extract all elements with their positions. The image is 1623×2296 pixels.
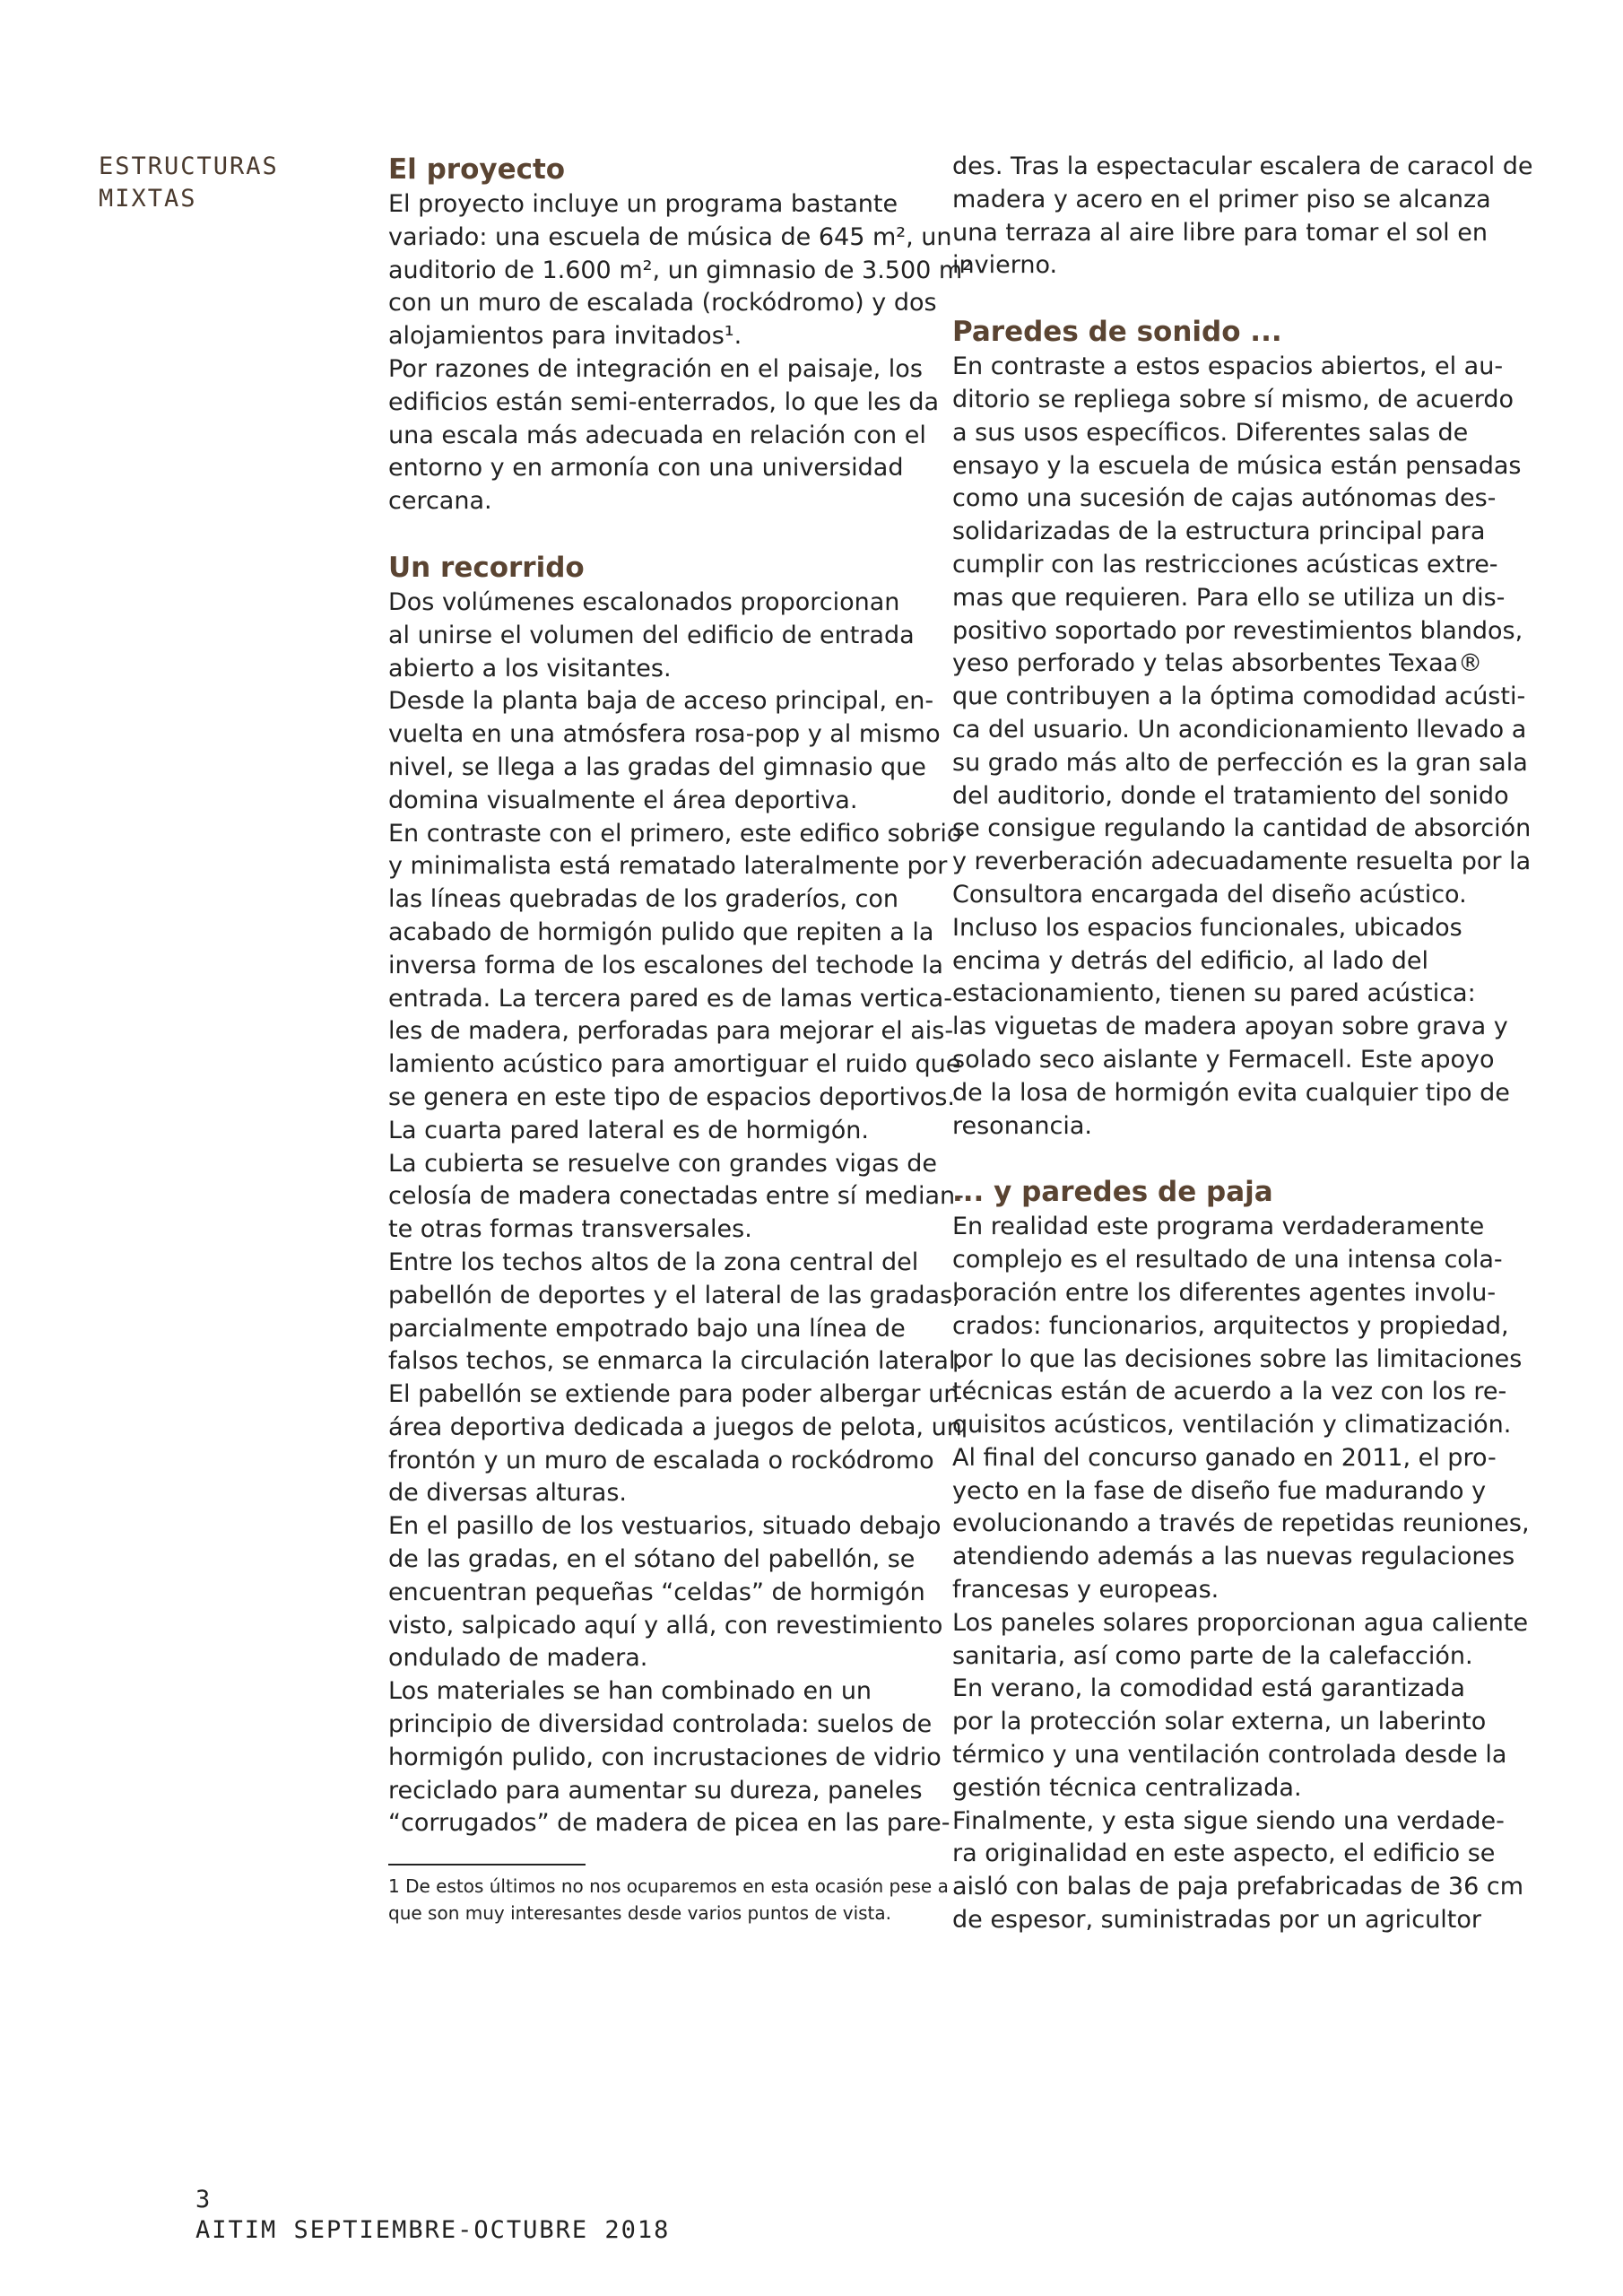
text-line: Incluso los espacios funcionales, ubicados — [952, 913, 1462, 942]
text-line: 1 De estos últimos no nos ocuparemos en esta ocasión pese a — [388, 1875, 949, 1897]
paragraph — [388, 1510, 943, 1675]
text-line: abierto a los visitantes. — [388, 654, 672, 683]
text-line: “corrugados” de madera de picea en las pare- — [388, 1809, 950, 1838]
text-line: En verano, la comodidad está garantizada — [952, 1674, 1465, 1703]
text-line: aisló con balas de paja prefabricadas de 36 cm — [952, 1873, 1523, 1901]
text-line: por la protección solar externa, un laberinto — [952, 1708, 1487, 1736]
section-tag — [99, 151, 279, 215]
text-line: hormigón pulido, con incrustaciones de vidrio — [388, 1743, 942, 1771]
text-line: que son muy interesantes desde varios puntos de vista. — [388, 1902, 892, 1924]
paragraph — [952, 1805, 1523, 1937]
text-line: una escala más adecuada en relación con el — [388, 421, 926, 449]
text-line: En el pasillo de los vestuarios, situado debajo — [388, 1512, 942, 1541]
text-line: técnicas están de acuerdo a la vez con los re- — [952, 1378, 1507, 1406]
text-line: encuentran pequeñas “celdas” de hormigón — [388, 1578, 925, 1606]
text-line: francesas y europeas. — [952, 1576, 1219, 1605]
text-line: Entre los techos altos de la zona central del — [388, 1248, 919, 1276]
text-line: Dos volúmenes escalonados proporcionan — [388, 587, 900, 616]
text-line: te otras formas transversales. — [388, 1215, 752, 1244]
text-line: solidarizadas de la estructura principal para — [952, 517, 1486, 546]
text-line: entrada. La tercera pared es de lamas vertica- — [388, 984, 952, 1013]
page-footer — [195, 2185, 670, 2246]
paragraph — [388, 685, 941, 817]
text-line: falsos techos, se enmarca la circulación lateral. — [388, 1347, 964, 1376]
text-line: del auditorio, donde el tratamiento del sonido — [952, 781, 1509, 810]
text-line: El proyecto incluye un programa bastante — [388, 190, 898, 218]
text-line: se consigue regulando la cantidad de absorción — [952, 814, 1532, 843]
text-line: edificios están semi-enterrados, lo que les da — [388, 387, 940, 416]
text-line: solado seco aislante y Fermacell. Este apoyo — [952, 1045, 1495, 1074]
text-line: térmico y una ventilación controlada desde la — [952, 1741, 1507, 1770]
paragraph — [388, 1378, 962, 1510]
section-tag-line1: ESTRUCTURAS — [99, 152, 279, 180]
text-line: La cubierta se resuelve con grandes vigas de — [388, 1149, 937, 1178]
paragraph — [388, 818, 962, 1148]
text-line: En contraste a estos espacios abiertos, el au- — [952, 352, 1504, 381]
text-line: atendiendo además a las nuevas regulaciones — [952, 1543, 1515, 1571]
heading-el-proyecto: El proyecto — [388, 153, 566, 186]
text-line: sanitaria, así como parte de la calefacción. — [952, 1641, 1473, 1670]
text-line: con un muro de escalada (rockódromo) y dos — [388, 289, 937, 317]
text-line: estacionamiento, tienen su pared acústica: — [952, 979, 1476, 1008]
text-line: de diversas alturas. — [388, 1479, 627, 1508]
column-left — [388, 151, 973, 1840]
text-line: El pabellón se extiende para poder albergar un — [388, 1380, 959, 1409]
text-line: yecto en la fase de diseño fue madurando y — [952, 1476, 1487, 1505]
text-line: a sus usos específicos. Diferentes salas de — [952, 418, 1469, 447]
text-line: alojamientos para invitados¹. — [388, 322, 742, 351]
paragraph — [952, 151, 1533, 283]
text-line: al unirse el volumen del edificio de entrada — [388, 621, 915, 649]
text-line: En contraste con el primero, este edifico sobrio — [388, 819, 962, 848]
text-line: Al final del concurso ganado en 2011, el pro- — [952, 1443, 1497, 1472]
text-line: y minimalista está rematado lateralmente por — [388, 852, 948, 881]
text-line: domina visualmente el área deportiva. — [388, 786, 858, 814]
footnote-divider — [388, 1864, 586, 1866]
text-line: boración entre los diferentes agentes involu- — [952, 1278, 1497, 1307]
paragraph — [952, 912, 1510, 1144]
paragraph — [388, 1148, 964, 1247]
text-line: se genera en este tipo de espacios deportivos. — [388, 1083, 956, 1111]
text-line: frontón y un muro de escalada o rockódromo — [388, 1446, 934, 1474]
text-line: des. Tras la espectacular escalera de caracol de — [952, 152, 1533, 180]
paragraph — [388, 1675, 950, 1840]
text-line: pabellón de deportes y el lateral de las gradas, — [388, 1281, 960, 1309]
text-line: por lo que las decisiones sobre las limitaciones — [952, 1344, 1523, 1373]
text-line: quisitos acústicos, ventilación y climatización. — [952, 1411, 1512, 1439]
text-line: reciclado para aumentar su dureza, paneles — [388, 1776, 923, 1805]
text-line: madera y acero en el primer piso se alcanza — [952, 185, 1491, 213]
text-line: Finalmente, y esta sigue siendo una verdade- — [952, 1806, 1505, 1835]
text-line: vuelta en una atmósfera rosa-pop y al mismo — [388, 720, 941, 749]
text-line: acabado de hormigón pulido que repiten a la — [388, 918, 934, 946]
text-line: invierno. — [952, 251, 1058, 280]
text-line: que contribuyen a la óptima comodidad acústi- — [952, 683, 1526, 711]
text-line: ensayo y la escuela de música están pensadas — [952, 451, 1522, 480]
paragraph — [952, 351, 1532, 912]
text-line: Por razones de integración en el paisaje, los — [388, 354, 923, 383]
text-line: celosía de madera conectadas entre sí median- — [388, 1182, 964, 1211]
paragraph — [952, 1442, 1530, 1607]
text-line: les de madera, perforadas para mejorar el ais- — [388, 1017, 954, 1046]
text-line: evolucionando a través de repetidas reuniones, — [952, 1509, 1530, 1538]
paragraph — [388, 587, 926, 685]
section-tag-line2: MIXTAS — [99, 185, 197, 213]
paragraph — [952, 1211, 1523, 1442]
text-line: crados: funcionarios, arquitectos y propiedad, — [952, 1311, 1509, 1340]
text-line: las viguetas de madera apoyan sobre grava y — [952, 1013, 1508, 1041]
column-right — [952, 151, 1533, 1937]
text-line: visto, salpicado aquí y allá, con revestimiento — [388, 1611, 943, 1639]
text-line: área deportiva dedicada a juegos de pelota, un — [388, 1413, 962, 1441]
text-line: La cuarta pared lateral es de hormigón. — [388, 1116, 869, 1144]
text-line: cumplir con las restricciones acústicas extre- — [952, 550, 1498, 578]
paragraph — [952, 1607, 1529, 1674]
text-line: como una sucesión de cajas autónomas des- — [952, 484, 1497, 513]
text-line: ditorio se repliega sobre sí mismo, de acuerdo — [952, 385, 1515, 413]
text-line: complejo es el resultado de una intensa cola- — [952, 1246, 1503, 1274]
text-line: ondulado de madera. — [388, 1644, 648, 1673]
text-line: principio de diversidad controlada: suelos de — [388, 1710, 933, 1739]
paragraph — [388, 353, 940, 518]
text-line: nivel, se llega a las gradas del gimnasio que — [388, 752, 926, 781]
text-line: ca del usuario. Un acondicionamiento llevado a — [952, 715, 1527, 744]
text-line: de las gradas, en el sótano del pabellón, se — [388, 1545, 916, 1574]
text-line: cercana. — [388, 487, 492, 516]
heading-un-recorrido: Un recorrido — [388, 551, 585, 584]
text-line: yeso perforado y telas absorbentes Texaa® — [952, 649, 1483, 678]
text-line: mas que requieren. Para ello se utiliza un dis- — [952, 583, 1506, 612]
text-line: Desde la planta baja de acceso principal, en- — [388, 687, 934, 716]
text-line: ra originalidad en este aspecto, el edificio se — [952, 1839, 1496, 1868]
text-line: auditorio de 1.600 m², un gimnasio de 3.500 m² — [388, 256, 973, 284]
paragraph — [388, 1247, 964, 1378]
text-line: y reverberación adecuadamente resuelta por la — [952, 848, 1532, 876]
text-line: lamiento acústico para amortiguar el ruido que — [388, 1050, 961, 1079]
text-line: de la losa de hormigón evita cualquier tipo de — [952, 1078, 1510, 1107]
issue-line: AITIM SEPTIEMBRE-OCTUBRE 2018 — [195, 2216, 671, 2244]
footnote — [388, 1873, 949, 1926]
text-line: entorno y en armonía con una universidad — [388, 454, 904, 483]
text-line: En realidad este programa verdaderamente — [952, 1213, 1485, 1241]
text-line: Los materiales se han combinado en un — [388, 1677, 872, 1706]
text-line: gestión técnica centralizada. — [952, 1773, 1302, 1802]
paragraph — [388, 188, 973, 353]
text-line: Consultora encargada del diseño acústico. — [952, 880, 1467, 909]
text-line: positivo soportado por revestimientos blandos, — [952, 616, 1523, 645]
text-line: encima y detrás del edificio, al lado del — [952, 946, 1428, 975]
text-line: de espesor, suministradas por un agricultor — [952, 1906, 1481, 1935]
text-line: resonancia. — [952, 1111, 1092, 1140]
paragraph — [952, 1673, 1507, 1805]
heading-paredes-de-paja: ... y paredes de paja — [952, 1176, 1273, 1209]
text-line: Los paneles solares proporcionan agua caliente — [952, 1608, 1529, 1637]
heading-paredes-de-sonido: Paredes de sonido ... — [952, 316, 1282, 349]
text-line: su grado más alto de perfección es la gran sala — [952, 748, 1528, 777]
text-line: parcialmente empotrado bajo una línea de — [388, 1314, 906, 1343]
text-line: las líneas quebradas de los graderíos, con — [388, 885, 898, 914]
text-line: inversa forma de los escalones del techode la — [388, 951, 943, 979]
text-line: una terraza al aire libre para tomar el sol en — [952, 218, 1488, 247]
text-line: variado: una escuela de música de 645 m², un — [388, 222, 952, 251]
page-number: 3 — [195, 2186, 213, 2213]
